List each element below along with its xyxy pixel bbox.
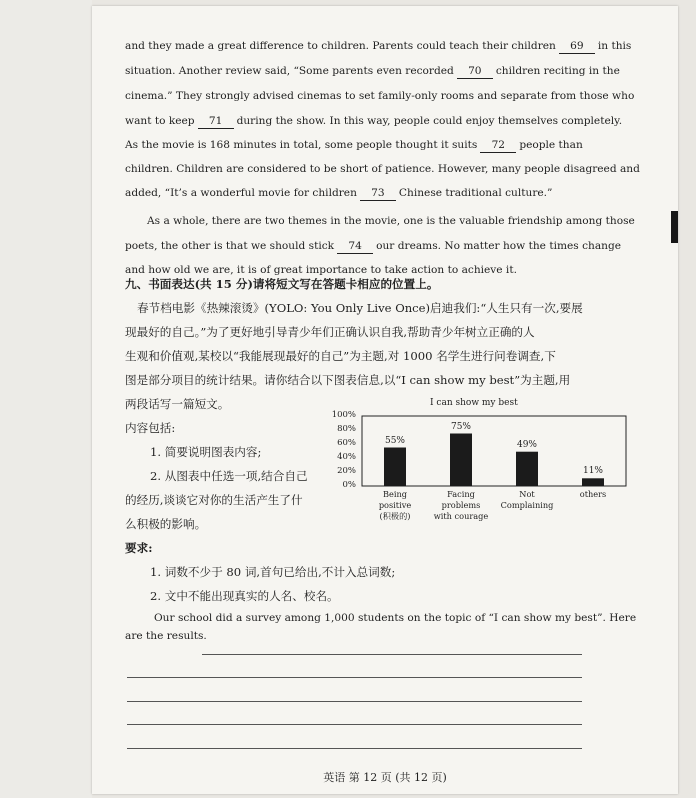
passage-line [125,34,635,58]
intro-line-1: 春节档电影《热辣滚烫》(YOLO: You Only Live Once)启迪我们:“人生只有一次,要展 [137,301,583,315]
bar [582,478,604,486]
blank-number[interactable]: 69 [559,40,595,54]
y-tick-label: 80% [337,424,356,434]
content-item-1: 1. 简要说明图表内容; [150,445,262,459]
content-heading: 内容包括: [125,421,176,435]
category-label [432,489,490,522]
category-label [366,489,424,522]
category-label [498,489,556,511]
bar-value-label: 49% [516,439,537,450]
category-label-line: (积极的) [379,511,411,521]
passage-text: people than [519,139,583,151]
passage-line [125,84,635,108]
essay-starter-line-1: Our school did a survey among 1,000 students on the topic of “I can show my best”. Here [154,612,637,624]
passage-line [125,59,635,83]
page-margin-left [0,0,92,798]
footer-subject: 英语 [323,771,346,784]
category-label-line: Complaining [500,500,554,510]
bar-value-label: 75% [450,421,471,432]
content-item-2: 2. 从图表中任选一项,结合自己 [150,469,308,483]
passage-text: situation. Another review said, “Some parents even recorded [125,65,454,77]
passage-line [147,209,657,233]
blank-number[interactable]: 74 [337,240,373,254]
footer-total: (共 12 页) [395,771,447,784]
blank-number[interactable]: 73 [360,187,396,201]
bar [516,452,538,486]
passage-text: added, “It’s a wonderful movie for children [125,187,357,199]
requirement-1: 1. 词数不少于 80 词,首句已给出,不计入总词数; [150,565,396,579]
passage-text: children reciting in the [495,65,620,77]
passage-text: our dreams. No matter how the times change [376,240,622,252]
blank-number[interactable]: 72 [480,139,516,153]
passage-line [125,181,635,205]
intro-line-3: 生观和价值观,某校以“我能展现最好的自己”为主题,对 1000 名学生进行问卷调查,下 [125,349,556,363]
content-item-2-end: 么积极的影响。 [125,517,207,531]
intro-line-4: 图是部分项目的统计结果。请你结合以下图表信息,以“I can show my best”为主题,用 [125,373,571,387]
passage-line [125,109,635,133]
passage-text: poets, the other is that we should stick [125,240,335,252]
passage-text: As the movie is 168 minutes in total, some people thought it suits [125,139,478,151]
y-tick-label: 20% [337,466,356,476]
category-label [564,489,622,500]
answer-line[interactable] [127,678,582,702]
answer-line[interactable] [127,702,582,726]
bar [450,434,472,487]
answer-lines [127,631,582,749]
answer-line[interactable] [127,655,582,679]
passage-text: cinema.” They strongly advised cinemas to set family-only rooms and separate from those who [125,90,635,102]
intro-line-2: 现最好的自己。”为了更好地引导青少年们正确认识自我,帮助青少年树立正确的人 [125,325,535,339]
section-heading: 九、书面表达(共 15 分)请将短文写在答题卡相应的位置上。 [125,277,439,291]
survey-bar-chart [330,398,630,538]
essay-starter-line-2: are the results. [125,630,207,642]
y-tick-label: 40% [337,452,356,462]
y-tick-label: 0% [342,480,356,490]
answer-line[interactable] [127,725,582,749]
passage-text: and they made a great difference to children. Parents could teach their children [125,40,556,52]
category-label-line: Facing [447,489,475,499]
passage-text: during the show. In this way, people could enjoy themselves completely. [236,115,623,127]
answer-line[interactable] [202,631,582,655]
y-tick-label: 100% [331,410,356,420]
category-label-line: Being [383,489,407,499]
binding-mark [671,211,678,243]
chart-title: I can show my best [430,398,518,408]
footer-page: 第 12 页 [348,771,392,784]
passage-text: children. Children are considered to be short of patience. However, many people disagreed and [125,163,640,175]
category-label-line: problems [441,500,481,510]
category-label-line: positive [378,500,412,510]
passage-line [125,133,635,157]
bar-value-label: 11% [582,466,603,477]
content-item-2-cont: 的经历,谈谈它对你的生活产生了什 [125,493,303,507]
blank-number[interactable]: 71 [198,115,234,129]
requirements-heading: 要求: [125,541,153,555]
exam-page [92,6,678,794]
passage-text: Chinese traditional culture.” [398,187,553,199]
intro-line-5: 两段话写一篇短文。 [125,397,230,411]
y-tick-label: 60% [337,438,356,448]
category-label-line: others [579,489,607,499]
passage-line [125,234,635,258]
page-footer [92,769,678,785]
passage-text: want to keep [125,115,195,127]
bar [384,448,406,487]
passage-text: As a whole, there are two themes in the movie, one is the valuable friendship among those [147,215,635,227]
category-label-line: Not [519,489,535,499]
blank-number[interactable]: 70 [457,65,493,79]
category-label-line: with courage [433,511,489,521]
bar-value-label: 55% [384,435,405,446]
passage-text: and how old we are, it is of great importance to take action to achieve it. [125,264,517,276]
passage-text: in this [597,40,632,52]
passage-line [125,157,640,181]
requirement-2: 2. 文中不能出现真实的人名、校名。 [150,589,339,603]
